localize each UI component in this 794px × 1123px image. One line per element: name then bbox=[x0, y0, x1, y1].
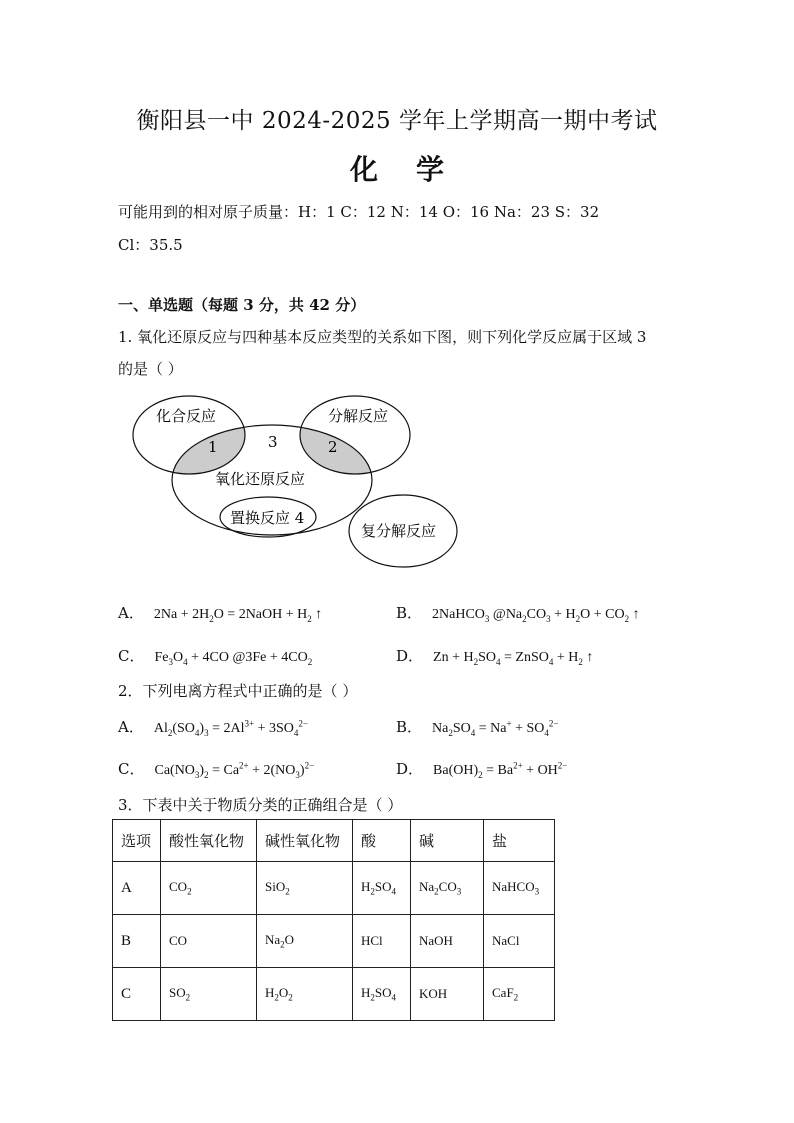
table-cell: $H_2O_2$ bbox=[257, 968, 353, 1021]
q1-option-c[interactable] bbox=[118, 645, 312, 667]
redox-label: 氧化还原反应 bbox=[215, 470, 306, 488]
table-cell: NaHCO$_3$ bbox=[484, 862, 555, 915]
table-cell: NaCl bbox=[484, 915, 555, 968]
q1-option-d[interactable] bbox=[396, 645, 593, 667]
row-label: C bbox=[113, 968, 161, 1021]
decomposition-label: 分解反应 bbox=[328, 407, 389, 425]
row-label: B bbox=[113, 915, 161, 968]
q2-option-b[interactable] bbox=[396, 716, 558, 738]
q2-option-d-equation: $Ba(OH)_2 = Ba^{2+} + OH^{2-}$ bbox=[433, 760, 568, 780]
q2-option-a-equation: $Al_2(SO_4)_3 = 2Al^{3+} + 3SO_4^{2-}$ bbox=[153, 718, 308, 738]
subject-title: 化学 bbox=[349, 153, 482, 186]
q2-option-c-label: C． bbox=[118, 760, 145, 778]
q1-option-d-equation: $Zn + H_2SO_4$ = ZnSO$_4$ + $H_2$ ↑ bbox=[433, 650, 594, 667]
q2-option-a[interactable] bbox=[118, 716, 308, 738]
table-cell: $Na_2CO_3$ bbox=[411, 862, 484, 915]
q2-option-c-equation: $Ca(NO_3)_2 = Ca^{2+} + 2(NO_3)^{2-}$ bbox=[154, 760, 315, 780]
region-1-label: 1 bbox=[208, 438, 218, 456]
header-option: 选项 bbox=[113, 820, 161, 862]
header-acidic-oxide: 酸性氧化物 bbox=[161, 820, 257, 862]
q1-option-a-label: A． bbox=[118, 604, 144, 622]
question-3-stem: 3．下表中关于物质分类的正确组合是（ ） bbox=[118, 796, 403, 814]
table-cell: NaOH bbox=[411, 915, 484, 968]
q2-option-b-label: B． bbox=[396, 718, 423, 736]
table-cell: HCl bbox=[353, 915, 411, 968]
q1-option-b[interactable] bbox=[396, 602, 640, 624]
q1-option-a-equation: $2Na + 2H_2O$ = 2NaOH + $H_2$ ↑ bbox=[153, 607, 323, 624]
table-cell: CO bbox=[161, 915, 257, 968]
q1-option-a[interactable] bbox=[118, 602, 322, 624]
header-salt: 盐 bbox=[484, 820, 555, 862]
row-label: A bbox=[113, 862, 161, 915]
q2-option-c[interactable] bbox=[118, 758, 314, 780]
reaction-type-diagram bbox=[118, 380, 478, 580]
q1-option-b-equation: 2NaHCO$_3$ $@Na_2CO_3 + H_2O + CO_2$ ↑ bbox=[432, 607, 640, 624]
region-2-label: 2 bbox=[328, 438, 338, 456]
q1-option-b-label: B． bbox=[396, 604, 423, 622]
table-cell: $Na_2O$ bbox=[257, 915, 353, 968]
question-1-stem-line1: 1. 氧化还原反应与四种基本反应类型的关系如下图，则下列化学反应属于区域 3 bbox=[118, 328, 647, 346]
table-cell: $H_2SO_4$ bbox=[353, 968, 411, 1021]
q2-option-b-equation: $Na_2SO_4 = Na^+ + SO_4^{2-}$ bbox=[432, 718, 559, 738]
table-row bbox=[113, 968, 555, 1021]
table-cell: $H_2SO_4$ bbox=[353, 862, 411, 915]
header-acid: 酸 bbox=[353, 820, 411, 862]
table-cell: KOH bbox=[411, 968, 484, 1021]
header-base: 碱 bbox=[411, 820, 484, 862]
q2-option-d-label: D． bbox=[396, 760, 424, 778]
displacement-label: 置换反应 4 bbox=[230, 509, 305, 527]
table-cell: SiO$_2$ bbox=[257, 862, 353, 915]
table-cell: $SO_2$ bbox=[161, 968, 257, 1021]
table-row bbox=[113, 915, 555, 968]
section-heading: 一、单选题（每题 3 分，共 42 分） bbox=[118, 296, 366, 314]
q2-option-d[interactable] bbox=[396, 758, 567, 780]
header-basic-oxide: 碱性氧化物 bbox=[257, 820, 353, 862]
table-cell: $CO_2$ bbox=[161, 862, 257, 915]
table-cell: CaF$_2$ bbox=[484, 968, 555, 1021]
atomic-masses-line2: Cl：35.5 bbox=[118, 236, 183, 254]
combination-label: 化合反应 bbox=[156, 407, 217, 425]
classification-table bbox=[112, 819, 555, 1021]
table-header-row bbox=[113, 820, 555, 862]
q1-option-c-label: C． bbox=[118, 647, 145, 665]
page-title: 衡阳县一中 2024-2025 学年上学期高一期中考试 bbox=[136, 108, 658, 134]
question-2-stem: 2．下列电离方程式中正确的是（ ） bbox=[118, 682, 358, 700]
q2-option-a-label: A． bbox=[118, 718, 144, 736]
q1-option-d-label: D． bbox=[396, 647, 424, 665]
region-3-label: 3 bbox=[268, 433, 278, 451]
double-decomposition-label: 复分解反应 bbox=[361, 522, 437, 540]
q1-option-c-equation: $Fe_3O_4 + 4CO$ @3Fe + $4CO_2$ bbox=[154, 650, 313, 667]
atomic-masses-line1: 可能用到的相对原子质量：H：1 C：12 N：14 O：16 Na：23 S：32 bbox=[118, 203, 600, 221]
question-1-stem-line2: 的是（ ） bbox=[118, 360, 183, 378]
table-row bbox=[113, 862, 555, 915]
